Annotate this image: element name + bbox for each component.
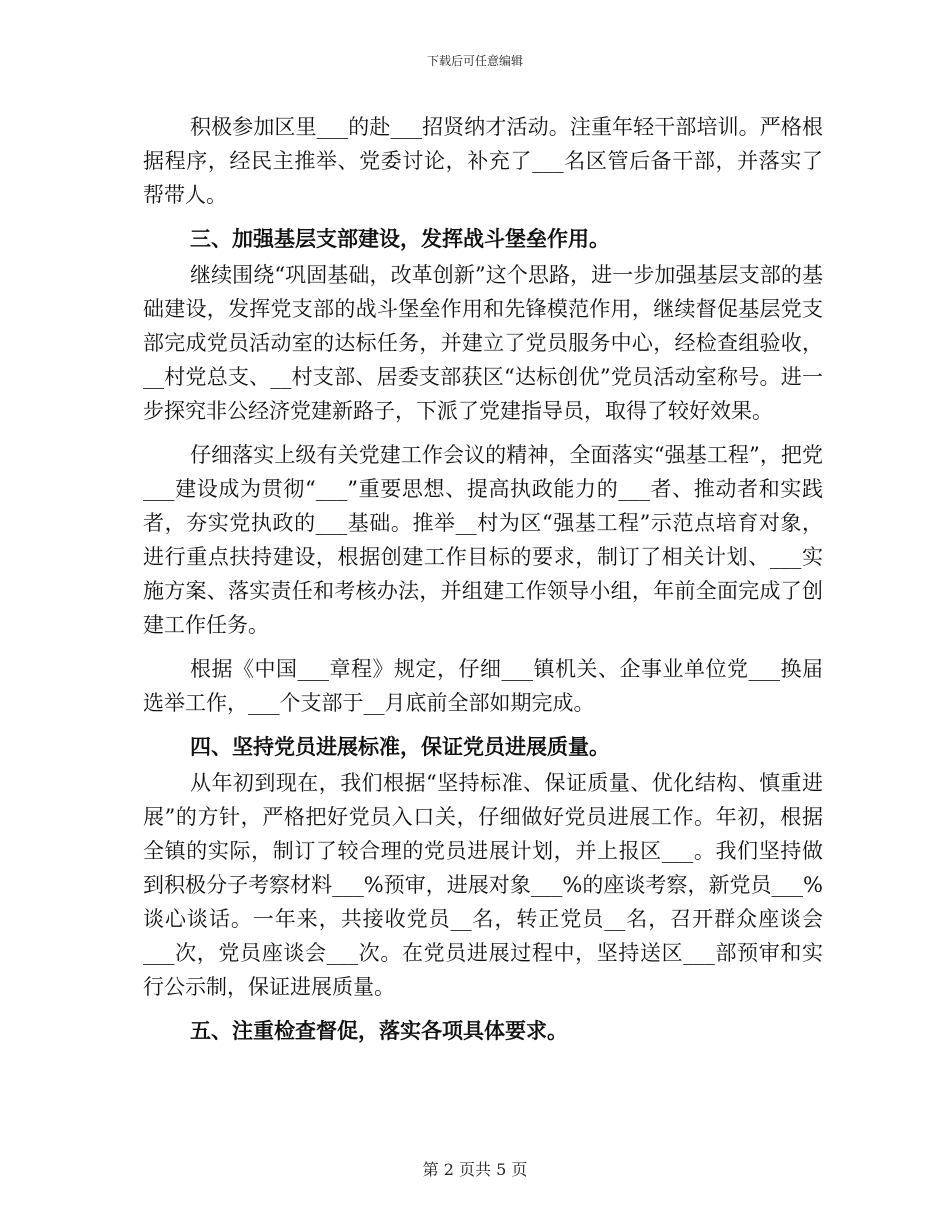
paragraph-branch-building: 继续围绕“巩固基础，改革创新”这个思路，进一步加强基层支部的基础建设，发挥党支部的战斗堡垒作用和先锋模范作用，继续督促基层党支部完成党员活动室的达标任务，并建立了党员服务中心，经检查组验收，__村党总支、__村支部、居委支部获区“达标创优”党员活动室称号。进一步探究非公经济党建新路子，下派了党建指导员，取得了较好效果。 (143, 263, 823, 423)
section-heading-4: 四、坚持党员进展标准，保证党员进展质量。 (190, 734, 610, 759)
paragraph-election: 根据《中国___章程》规定，仔细___镇机关、企事业单位党___换届选举工作，___个支部于__月底前全部如期完成。 (143, 657, 823, 715)
paragraph-strong-foundation: 仔细落实上级有关党建工作会议的精神，全面落实“强基工程”，把党___建设成为贯彻“___”重要思想、提高执政能力的___者、推动者和实践者，夯实党执政的___基础。推举__村为区“强基工程”示范点培育对象，进行重点扶持建设，根据创建工作目标的要求，制订了相关计划、___实施方案、落实责任和考核办法，并组建工作领导小组，年前全面完成了创建工作任务。 (143, 443, 823, 637)
paragraph-member-development: 从年初到现在，我们根据“坚持标准、保证质量、优化结构、慎重进展”的方针，严格把好党员入口关，仔细做好党员进展工作。年初，根据全镇的实际，制订了较合理的党员进展计划，并上报区___。我们坚持做到积极分子考察材料___%预审，进展对象___%的座谈考察，新党员___%谈心谈话。一年来，共接收党员__名，转正党员__名，召开群众座谈会___次，党员座谈会___次。在党员进展过程中，坚持送区___部预审和实行公示制，保证进展质量。 (143, 771, 823, 999)
paragraph-continuation: 积极参加区里___的赴___招贤纳才活动。注重年轻干部培训。严格根据程序，经民主推举、党委讨论，补充了___名区管后备干部，并落实了帮带人。 (143, 115, 823, 207)
page-header: 下载后可任意编辑 (426, 54, 523, 68)
page-number-footer: 第 2 页共 5 页 (422, 1160, 528, 1179)
section-heading-3: 三、加强基层支部建设，发挥战斗堡垒作用。 (190, 226, 610, 251)
section-heading-5: 五、注重检查督促，落实各项具体要求。 (190, 1018, 568, 1043)
document-body (143, 110, 823, 1050)
